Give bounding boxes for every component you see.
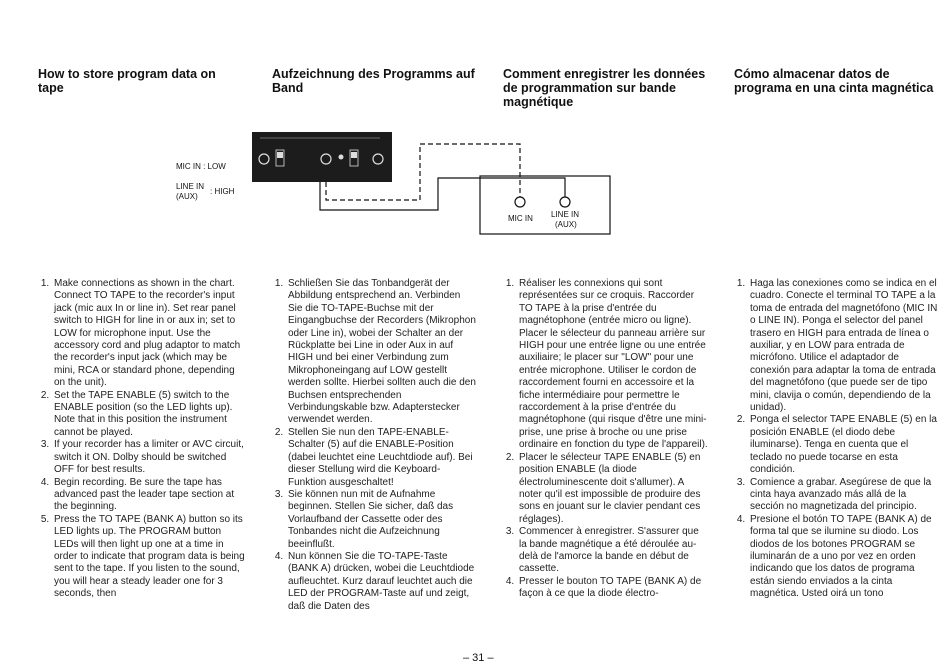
step-en-5: 5. Press the TO TAPE (BANK A) button so its LED lights up. The PROGRAM button LEDs will then light up one at a time in order to indicate that program data is being sent to the tape. If you listen to the sound, you will hear a steady leader one for 3 seconds, then: [52, 514, 246, 601]
label-line-in: LINE IN: [176, 182, 205, 191]
column-french: [503, 278, 708, 601]
step-de-2: 2. Stellen Sie nun den TAPE-ENABLE-Schalter (5) auf die ENABLE-Position (dabei leuchtet eine Leuchtdiode auf). Bei dieser Stellung wird die Keyboard-Funktion ausgeschaltet!: [286, 427, 477, 489]
step-en-1: 1. Make connections as shown in the chart. Connect TO TAPE to the recorder's input jack (mic aux In or line in). Set rear panel switch to HIGH for line in or aux in; set to LOW for microphone input. Use the accessory cord and plug adaptor to match the recorder's input jack (which may be mini, RCA or standard phone, depending on the unit).: [52, 278, 246, 390]
label-mic-in-low: MIC IN : LOW: [176, 162, 226, 171]
column-english: [38, 278, 246, 601]
step-es-3: 3. Comience a grabar. Asegúrese de que la cinta haya avanzado más allá de la sección no magnetizada del principio.: [748, 477, 940, 514]
step-de-4: 4. Nun können Sie die TO-TAPE-Taste (BANK A) drücken, wobei die Leuchtdiode aufleuchtet. Kurz darauf leuchtet auch die LED der PROGRAM-Taste auf und zeigt, daß die Daten des: [286, 551, 477, 613]
recorder-aux-label: (AUX): [555, 220, 577, 229]
recorder-mic-in-label: MIC IN: [508, 214, 533, 223]
recorder-line-jack: [560, 197, 570, 207]
recorder-line-in-label: LINE IN: [551, 210, 580, 219]
page-number: – 31 –: [463, 652, 494, 664]
step-es-2: 2. Ponga el selector TAPE ENABLE (5) en la posición ENABLE (el diodo debe iluminarse). Tenga en cuenta que el teclado no puede tocarse en esta condición.: [748, 414, 940, 476]
heading-german: Aufzeichnung des Programms auf Band: [272, 67, 475, 95]
column-german: [272, 278, 477, 613]
step-en-4: 4. Begin recording. Be sure the tape has advanced past the leader tape section at the beginning.: [52, 477, 246, 514]
cable-solid: [320, 178, 565, 210]
column-spanish: [734, 278, 940, 601]
label-high: : HIGH: [210, 187, 235, 196]
step-fr-3: 3. Commencer à enregistrer. S'assurer que la bande magnétique a été déroulée au-delà de l'amorce la bande en début de cassette.: [517, 526, 708, 576]
recorder-mic-jack: [515, 197, 525, 207]
heading-french: Comment enregistrer les données de programmation sur bande magnétique: [503, 67, 706, 109]
step-de-1: 1. Schließen Sie das Tonbandgerät der Abbildung entsprechend an. Verbinden Sie die TO-TAPE-Buchse mit der Eingangbuchse der Recorders (Mikrophon oder Line in), wobei der Schalter an der Rückplatte bei Line in oder Aux in auf HIGH und bei einer Verbindung zum Mikrophoneingang auf LOW gestellt werden sollte. Hierbei sollten auch die den Buchsen entsprechenden Verbindungskable bzw. Adapterstecker verwendet werden.: [286, 278, 477, 427]
tape-recorder: [480, 176, 610, 234]
step-de-3: 3. Sie können nun mit de Aufnahme beginnen. Stellen Sie sicher, daß das Vorlaufband der Cassette oder des Tonbandes nicht die Aufzeichnung beeinflußt.: [286, 489, 477, 551]
heading-english: How to store program data on tape: [38, 67, 216, 95]
step-fr-1: 1. Réaliser les connexions qui sont représentées sur ce croquis. Raccorder TO TAPE à la prise d'entrée du magnétophone (entrée micro ou ligne). Placer le sélecteur du panneau arrière sur HIGH pour une entrée ligne ou une entrée auxiliaire; le placer sur "LOW" pour une entrée microphone. Utiliser le cordon de raccordement fourni en accessoire et la fiche intermédiaire pour permettre le raccordement à la prise d'entrée du magnétophone (qui risque d'être une mini-prise, une prise à broche ou une prise ordinaire en fonction du type de l'appareil).: [517, 278, 708, 452]
step-es-1: 1. Haga las conexiones como se indica en el cuadro. Conecte el terminal TO TAPE a la toma de entrada del magnetófono (MIC IN o LINE IN). Ponga el selector del panel trasero en HIGH para entrada de línea o auxiliar, y en LOW para entrada de micrófono. Utilice el adaptador de conexión para adaptar la toma de entrada del magnetófono (que puede ser de tipo mini, clavija o común, dependiendo de la unidad).: [748, 278, 940, 414]
step-en-2: 2. Set the TAPE ENABLE (5) switch to the ENABLE position (so the LED lights up). Note that in this position the instrument cannot be played.: [52, 390, 246, 440]
step-fr-4: 4. Presser le bouton TO TAPE (BANK A) de façon à ce que la diode électro-: [517, 576, 708, 601]
step-es-4: 4. Presione el botón TO TAPE (BANK A) de forma tal que se ilumine su diodo. Los diodos de los botones PROGRAM se iluminarán de a uno por vez en orden indicando que los datos de programa están siendo enviados a la cinta magnética. Usted oirá un tono: [748, 514, 940, 601]
label-aux: (AUX): [176, 192, 198, 201]
step-fr-2: 2. Placer le sélecteur TAPE ENABLE (5) en position ENABLE (la diode électroluminescente doit s'allumer). A noter qu'il est impossible de produire des sons en jouant sur le clavier pendant ces réglages).: [517, 452, 708, 526]
heading-spanish: Cómo almacenar datos de programa en una cinta magnética: [734, 67, 934, 95]
step-en-3: 3. If your recorder has a limiter or AVC circuit, switch it ON. Dolby should be switched OFF for best results.: [52, 439, 246, 476]
connection-diagram: [150, 128, 620, 238]
